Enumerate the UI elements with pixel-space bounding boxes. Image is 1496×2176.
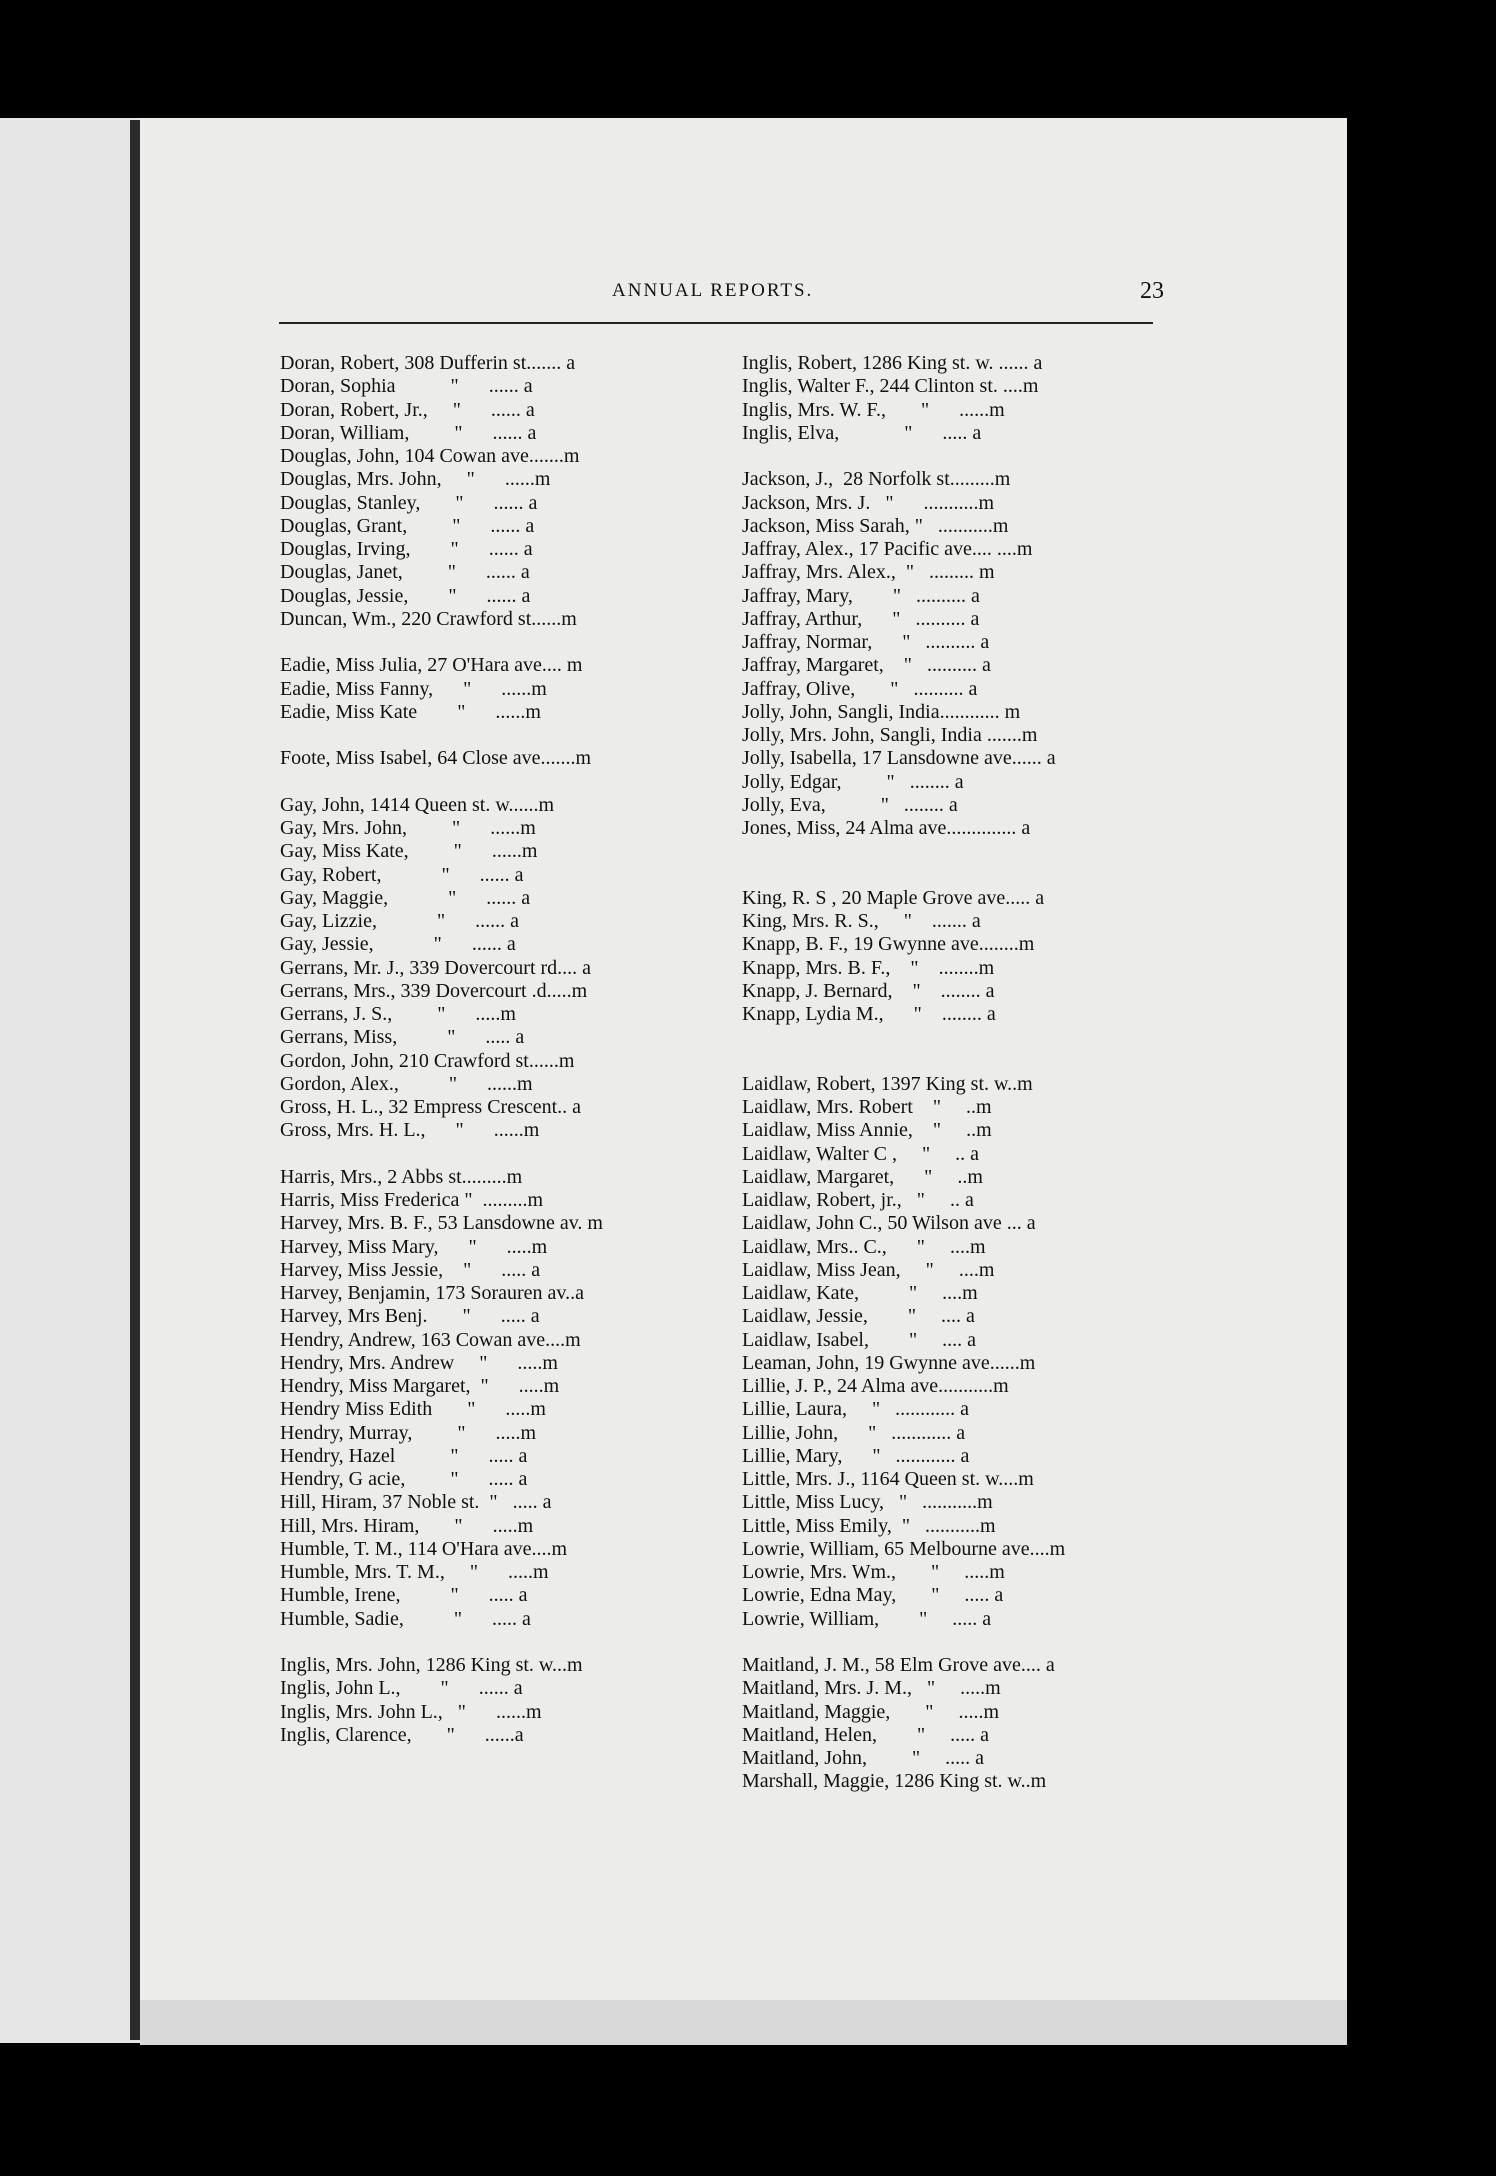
directory-entry: Maitland, J. M., 58 Elm Grove ave.... a <box>742 1654 1055 1676</box>
directory-entry: Laidlaw, Robert, jr., " .. a <box>742 1189 974 1211</box>
directory-entry: Laidlaw, Margaret, " ..m <box>742 1165 983 1188</box>
directory-entry: Gay, Robert, " ...... a <box>280 863 524 886</box>
directory-entry: Eadie, Miss Julia, 27 O'Hara ave.... m <box>280 654 583 677</box>
directory-entry: Hendry, G acie, " ..... a <box>280 1468 528 1490</box>
directory-entry: Jaffray, Mary, " .......... a <box>742 584 980 607</box>
directory-entry: Douglas, Grant, " ...... a <box>280 514 535 537</box>
blank-line <box>280 771 710 794</box>
directory-entry: Gay, Lizzie, " ...... a <box>280 910 520 932</box>
directory-entry: Lowrie, Mrs. Wm., " .....m <box>742 1561 1005 1583</box>
running-header <box>0 278 1496 308</box>
directory-entry: Jackson, Mrs. J. " ...........m <box>742 491 995 514</box>
directory-entry: Little, Mrs. J., 1164 Queen st. w....m <box>742 1468 1034 1490</box>
page-bottom-shadow <box>140 2000 1347 2045</box>
blank-line <box>742 1050 1172 1073</box>
directory-entry: Douglas, Jessie, " ...... a <box>280 584 531 607</box>
directory-entry: Gay, Miss Kate, " ......m <box>280 840 538 863</box>
directory-entry: Gay, John, 1414 Queen st. w......m <box>280 793 555 816</box>
blank-line <box>742 864 1172 887</box>
directory-entry: Hendry, Hazel " ..... a <box>280 1444 528 1467</box>
directory-entry: Gerrans, J. S., " .....m <box>280 1003 516 1025</box>
directory-entry: Gross, H. L., 32 Empress Crescent.. a <box>280 1096 582 1118</box>
directory-entry: Laidlaw, Miss Annie, " ..m <box>742 1119 992 1142</box>
directory-entry: Lillie, Mary, " ............ a <box>742 1444 970 1467</box>
directory-entry: Laidlaw, Isabel, " .... a <box>742 1328 977 1351</box>
directory-entry: Lillie, John, " ............ a <box>742 1421 966 1444</box>
directory-entry: Humble, T. M., 114 O'Hara ave....m <box>280 1537 568 1560</box>
directory-entry: Douglas, Mrs. John, " ......m <box>280 468 551 491</box>
previous-page-edge <box>0 118 140 2043</box>
directory-entry: Lowrie, William, 65 Melbourne ave....m <box>742 1537 1066 1560</box>
directory-entry: Harvey, Mrs. B. F., 53 Lansdowne av. m <box>280 1212 603 1235</box>
directory-entry: Jolly, Edgar, " ........ a <box>742 770 964 793</box>
directory-entry: Harris, Mrs., 2 Abbs st.........m <box>280 1165 523 1188</box>
directory-entry: Hendry, Mrs. Andrew " .....m <box>280 1351 558 1374</box>
right-column <box>742 352 1172 1794</box>
directory-entry: Gordon, Alex., " ......m <box>280 1072 533 1095</box>
directory-entry: Inglis, Mrs. John L., " ......m <box>280 1700 542 1723</box>
directory-entry: Laidlaw, John C., 50 Wilson ave ... a <box>742 1212 1036 1235</box>
directory-entry: Maitland, John, " ..... a <box>742 1747 985 1769</box>
directory-entry: Inglis, Robert, 1286 King st. w. ...... a <box>742 352 1043 374</box>
directory-entry: Harvey, Mrs Benj. " ..... a <box>280 1305 540 1328</box>
directory-entry: Doran, William, " ...... a <box>280 421 537 444</box>
directory-entry: Eadie, Miss Fanny, " ......m <box>280 677 547 700</box>
directory-entry: Inglis, John L., " ...... a <box>280 1677 523 1700</box>
directory-entry: Little, Miss Lucy, " ...........m <box>742 1491 993 1514</box>
directory-entry: Douglas, Stanley, " ...... a <box>280 491 538 514</box>
blank-line <box>742 1026 1172 1049</box>
directory-entry: Hendry, Murray, " .....m <box>280 1421 537 1444</box>
directory-entry: Laidlaw, Miss Jean, " ....m <box>742 1258 995 1281</box>
directory-entry: Hendry, Miss Margaret, " .....m <box>280 1375 560 1397</box>
directory-entry: Jolly, Eva, " ........ a <box>742 793 958 816</box>
directory-entry: Doran, Robert, 308 Dufferin st....... a <box>280 352 576 374</box>
directory-entry: Laidlaw, Robert, 1397 King st. w..m <box>742 1072 1033 1095</box>
directory-entry: Duncan, Wm., 220 Crawford st......m <box>280 607 577 630</box>
directory-entry: Laidlaw, Mrs. Robert " ..m <box>742 1096 992 1118</box>
directory-entry: Harvey, Miss Mary, " .....m <box>280 1235 548 1258</box>
directory-entry: Laidlaw, Walter C , " .. a <box>742 1142 980 1165</box>
directory-entry: Hendry, Andrew, 163 Cowan ave....m <box>280 1328 581 1351</box>
directory-entry: Inglis, Clarence, " ......a <box>280 1723 524 1746</box>
directory-entry: Humble, Irene, " ..... a <box>280 1584 528 1607</box>
directory-entry: Knapp, Mrs. B. F., " ........m <box>742 956 995 979</box>
directory-entry: Inglis, Elva, " ..... a <box>742 421 982 444</box>
directory-entry: Inglis, Mrs. W. F., " ......m <box>742 398 1005 421</box>
page-number: 23 <box>1140 278 1164 304</box>
directory-entry: Jones, Miss, 24 Alma ave.............. a <box>742 817 1031 839</box>
directory-entry: Knapp, B. F., 19 Gwynne ave........m <box>742 933 1035 956</box>
directory-entry: Gay, Jessie, " ...... a <box>280 933 516 956</box>
directory-entry: Inglis, Walter F., 244 Clinton st. ....m <box>742 375 1039 398</box>
directory-entry: Harvey, Miss Jessie, " ..... a <box>280 1258 541 1281</box>
directory-entry: Doran, Robert, Jr., " ...... a <box>280 398 535 421</box>
directory-entry: Eadie, Miss Kate " ......m <box>280 700 541 723</box>
directory-entry: Jackson, Miss Sarah, " ...........m <box>742 514 1009 537</box>
header-rule <box>279 322 1153 324</box>
directory-entry: Jaffray, Mrs. Alex., " ......... m <box>742 561 995 584</box>
blank-line <box>280 1631 710 1654</box>
directory-entry: Gerrans, Miss, " ..... a <box>280 1026 525 1049</box>
directory-entry: Leaman, John, 19 Gwynne ave......m <box>742 1351 1036 1374</box>
directory-entry: Jaffray, Alex., 17 Pacific ave.... ....m <box>742 538 1033 560</box>
directory-entry: Little, Miss Emily, " ...........m <box>742 1514 996 1537</box>
running-title: ANNUAL REPORTS. <box>612 280 814 301</box>
directory-entry: Jolly, Isabella, 17 Lansdowne ave...... a <box>742 747 1056 770</box>
directory-entry: Maitland, Helen, " ..... a <box>742 1723 990 1746</box>
directory-entry: Jaffray, Olive, " .......... a <box>742 677 978 700</box>
directory-entry: Maitland, Mrs. J. M., " .....m <box>742 1677 1001 1700</box>
directory-entry: Douglas, Irving, " ...... a <box>280 538 533 560</box>
directory-entry: Doran, Sophia " ...... a <box>280 375 533 398</box>
directory-entry: Knapp, Lydia M., " ........ a <box>742 1003 996 1025</box>
directory-entry: Laidlaw, Kate, " ....m <box>742 1282 978 1304</box>
directory-entry: Jaffray, Margaret, " .......... a <box>742 654 991 677</box>
directory-entry: Gordon, John, 210 Crawford st......m <box>280 1049 575 1072</box>
directory-entry: Jaffray, Arthur, " .......... a <box>742 607 980 630</box>
blank-line <box>280 724 710 747</box>
directory-entry: Jackson, J., 28 Norfolk st.........m <box>742 468 1011 491</box>
directory-entry: Harvey, Benjamin, 173 Sorauren av..a <box>280 1282 584 1304</box>
directory-entry: Gay, Maggie, " ...... a <box>280 886 531 909</box>
directory-entry: Gay, Mrs. John, " ......m <box>280 817 536 839</box>
directory-entry: Laidlaw, Mrs.. C., " ....m <box>742 1235 986 1258</box>
directory-entry: Lowrie, Edna May, " ..... a <box>742 1584 1004 1607</box>
directory-entry: Marshall, Maggie, 1286 King st. w..m <box>742 1770 1047 1793</box>
directory-entry: Gross, Mrs. H. L., " ......m <box>280 1119 540 1142</box>
directory-entry: Laidlaw, Jessie, " .... a <box>742 1305 975 1328</box>
directory-entry: King, Mrs. R. S., " ....... a <box>742 910 981 932</box>
directory-entry: Gerrans, Mr. J., 339 Dovercourt rd.... a <box>280 956 592 979</box>
directory-entry: Hendry Miss Edith " .....m <box>280 1398 546 1421</box>
directory-entry: Lillie, J. P., 24 Alma ave...........m <box>742 1375 1009 1397</box>
directory-entry: Lillie, Laura, " ............ a <box>742 1398 969 1421</box>
directory-entry: King, R. S , 20 Maple Grove ave..... a <box>742 886 1045 909</box>
blank-line <box>742 1631 1172 1654</box>
directory-entry: Jolly, John, Sangli, India............ m <box>742 700 1021 723</box>
directory-entry: Jaffray, Normar, " .......... a <box>742 631 990 653</box>
directory-entry: Humble, Mrs. T. M., " .....m <box>280 1561 549 1583</box>
directory-entry: Foote, Miss Isabel, 64 Close ave.......m <box>280 747 592 770</box>
blank-line <box>280 1143 710 1166</box>
blank-line <box>280 631 710 654</box>
directory-entry: Harris, Miss Frederica " .........m <box>280 1189 544 1211</box>
directory-entry: Hill, Mrs. Hiram, " .....m <box>280 1514 534 1537</box>
directory-entry: Lowrie, William, " ..... a <box>742 1607 992 1630</box>
blank-line <box>742 445 1172 468</box>
directory-entry: Hill, Hiram, 37 Noble st. " ..... a <box>280 1491 552 1514</box>
directory-entry: Gerrans, Mrs., 339 Dovercourt .d.....m <box>280 979 588 1002</box>
directory-entry: Jolly, Mrs. John, Sangli, India .......m <box>742 724 1038 746</box>
directory-entry: Maitland, Maggie, " .....m <box>742 1700 1000 1723</box>
directory-entry: Douglas, Janet, " ...... a <box>280 561 530 584</box>
directory-entry: Douglas, John, 104 Cowan ave.......m <box>280 445 580 467</box>
directory-entry: Humble, Sadie, " ..... a <box>280 1607 531 1630</box>
directory-entry: Inglis, Mrs. John, 1286 King st. w...m <box>280 1654 583 1676</box>
left-column <box>280 352 710 1747</box>
directory-entry: Knapp, J. Bernard, " ........ a <box>742 979 995 1002</box>
blank-line <box>742 840 1172 863</box>
